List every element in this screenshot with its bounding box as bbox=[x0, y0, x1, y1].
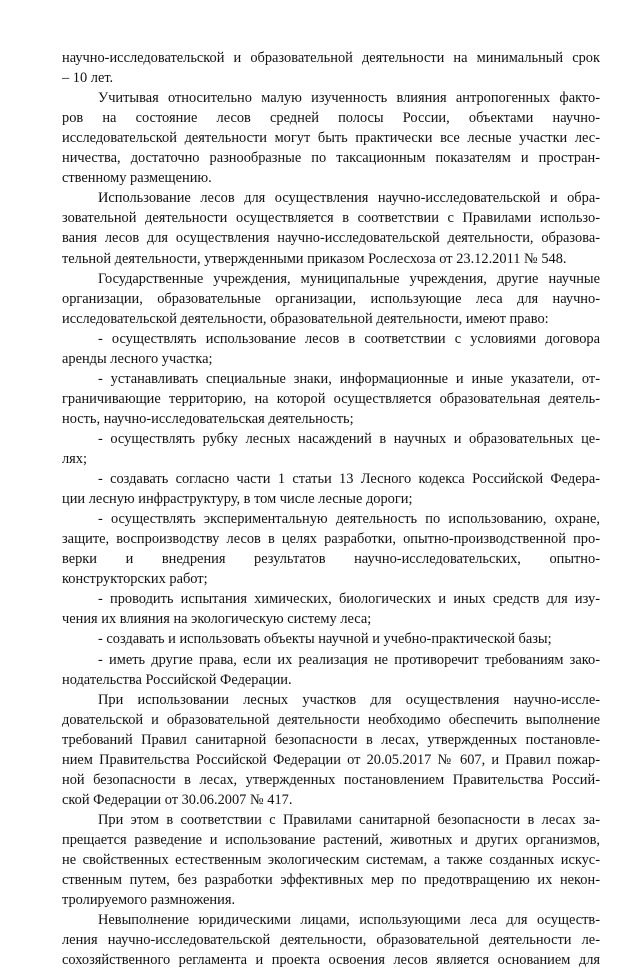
text-line: довательской и образовательной деятельности необходимо обеспечить выполнение bbox=[62, 711, 600, 728]
text-line: аренды лесного участка; bbox=[62, 350, 213, 367]
text-line: не свойственных естественным экологическим системам, а также созданных искус- bbox=[62, 852, 600, 868]
text-line: зовательной деятельности осуществляется в соответствии с Правилами использо- bbox=[62, 210, 600, 227]
text-line: ров на состояние лесов средней полосы России, объектами научно- bbox=[62, 110, 600, 127]
text-line: ственным путем, без разработки эффективных мер по предотвращению их некон- bbox=[62, 872, 600, 889]
text-line: тельной деятельности, утвержденными приказом Рослесхоза от 23.12.2011 № 548. bbox=[62, 250, 567, 267]
text-line: - осуществлять рубку лесных насаждений в научных и образовательных це- bbox=[98, 430, 600, 447]
text-line: чения их влияния на экологическую систему леса; bbox=[62, 611, 372, 628]
text-line: требований Правил санитарной безопасности в лесах, утвержденных постановле- bbox=[62, 731, 600, 748]
text-line: ной безопасности в лесах, утвержденных постановлением Правительства Россий- bbox=[62, 771, 600, 788]
text-line: При этом в соответствии с Правилами санитарной безопасности в лесах за- bbox=[98, 811, 600, 828]
text-line: нодательства Российской Федерации. bbox=[62, 671, 292, 688]
text-line: тролируемого размножения. bbox=[62, 892, 236, 909]
text-line: исследовательской деятельности могут быть практически все лесные участки лес- bbox=[62, 130, 600, 147]
text-line: лях; bbox=[62, 451, 87, 467]
text-line: защите, воспроизводству лесов в целях разработки, опытно-производственной про- bbox=[62, 531, 600, 548]
text-line: сохозяйственного регламента и проекта освоения лесов является основанием для bbox=[62, 952, 600, 969]
text-line: прещается разведение и использование растений, животных и других организмов, bbox=[62, 831, 600, 848]
text-line: - устанавливать специальные знаки, информационные и иные указатели, от- bbox=[98, 370, 600, 387]
text-line: - создавать и использовать объекты научной и учебно-практической базы; bbox=[98, 631, 552, 648]
text-line: вания лесов для осуществления научно-исследовательской деятельности, образова- bbox=[62, 230, 600, 247]
text-line: исследовательской деятельности, образовательной деятельности, имеют право: bbox=[62, 310, 549, 327]
text-line: ции лесную инфраструктуру, в том числе лесные дороги; bbox=[62, 491, 413, 508]
text-line: - осуществлять использование лесов в соответствии с условиями договора bbox=[98, 330, 600, 347]
text-line: - иметь другие права, если их реализация не противоречит требованиям зако- bbox=[98, 651, 600, 668]
text-line: – 10 лет. bbox=[62, 70, 114, 87]
text-line: Государственные учреждения, муниципальные учреждения, другие научные bbox=[98, 270, 600, 287]
text-line: нием Правительства Российской Федерации от 20.05.2017 № 607, и Правил пожар- bbox=[62, 751, 600, 768]
text-line: граничивающие территорию, на которой осуществляется образовательная деятель- bbox=[62, 390, 600, 407]
text-line: организации, образовательные организации, использующие леса для научно- bbox=[62, 290, 600, 307]
text-line: - проводить испытания химических, биологических и иных средств для изу- bbox=[98, 591, 600, 608]
text-line: При использовании лесных участков для осуществления научно-иссле- bbox=[98, 691, 600, 708]
text-line: ность, научно-исследовательская деятельность; bbox=[62, 410, 354, 427]
text-line: Учитывая относительно малую изученность влияния антропогенных факто- bbox=[98, 90, 600, 107]
text-line: Использование лесов для осуществления научно-исследовательской и обра- bbox=[98, 190, 600, 207]
text-line: ственному размещению. bbox=[62, 170, 212, 187]
text-line: - создавать согласно части 1 статьи 13 Лесного кодекса Российской Федера- bbox=[98, 471, 600, 488]
text-line: Невыполнение юридическими лицами, использующими леса для осуществ- bbox=[98, 912, 600, 929]
text-line: ничества, достаточно разнообразные по таксационным показателям и простран- bbox=[62, 150, 600, 167]
text-line: научно-исследовательской и образовательной деятельности на минимальный срок bbox=[62, 50, 600, 66]
text-line: верки и внедрения результатов научно-исследовательских, опытно- bbox=[62, 551, 600, 568]
text-line: конструкторских работ; bbox=[62, 571, 208, 588]
text-line: - осуществлять экспериментальную деятельность по использованию, охране, bbox=[98, 511, 600, 528]
text-line: ления научно-исследовательской деятельности, образовательной деятельности ле- bbox=[62, 932, 600, 949]
text-line: ской Федерации от 30.06.2007 № 417. bbox=[62, 791, 293, 808]
